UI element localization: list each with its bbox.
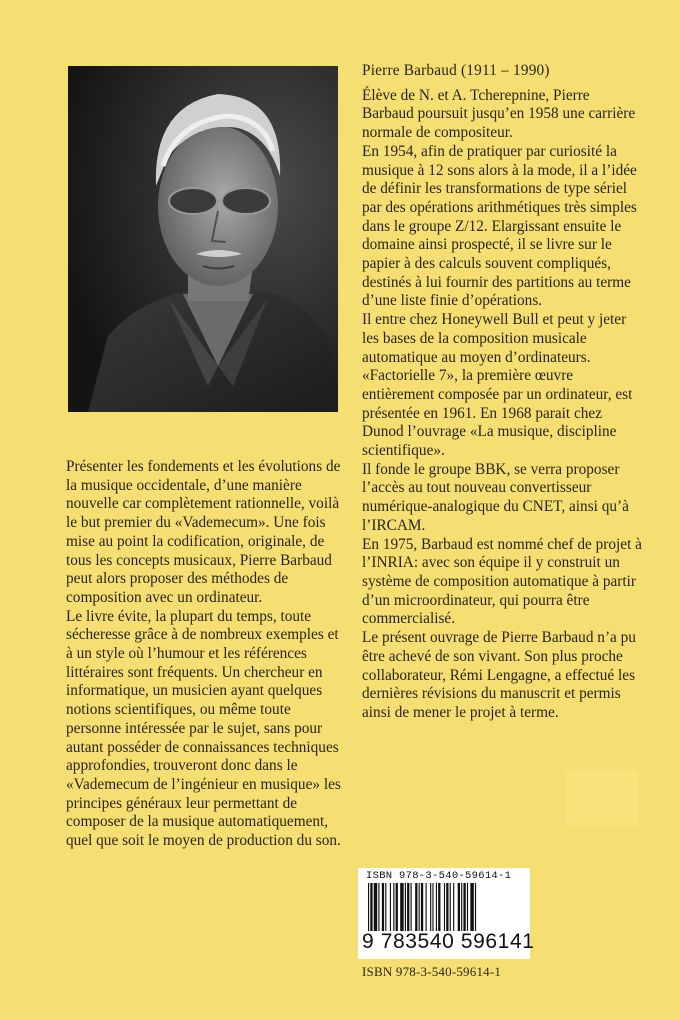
barcode-bar — [475, 883, 476, 931]
barcode-bars — [366, 883, 522, 931]
bio-paragraph: En 1954, afin de pratiquer par curiosité la musique à 12 sons alors à la mode, il a l’idée de définir les transformations de type sériel par des opérations arithmétiques très simples dans le groupe Z/12. Elargissant ensuite le domaine ainsi prospecté, il se livre sur le papier à des calculs souvent compliqués, destinés à lui fournir des partitions au terme d’une liste finie d’opérations. — [362, 142, 637, 310]
barcode-bar — [405, 883, 406, 931]
barcode-bar — [436, 883, 437, 931]
barcode-bar — [400, 883, 403, 931]
barcode-bar — [419, 883, 420, 931]
bio-paragraph: Élève de N. et A. Tcherepnine, Pierre Barbaud poursuit jusqu’en 1958 une carrière normale de compositeur. — [362, 86, 636, 142]
barcode-bar — [438, 883, 440, 931]
barcode-bar — [432, 883, 433, 931]
description-paragraph: Présenter les fondements et les évolutions de la musique occidentale, d’une manière nouvelle car complètement rationnelle, voilà le but premier du «Vademecum». Une fois mise au point la codification, originale, de tous les concepts musicaux, Pierre Barbaud peut alors proposer des méthodes de composition avec un ordinateur. — [66, 458, 341, 606]
barcode-bar — [368, 883, 369, 931]
barcode-bar — [458, 883, 460, 931]
bio-paragraph: Le présent ouvrage de Pierre Barbaud n’a pu être achevé de son vivant. Son plus proche collaborateur, Rémi Lengagne, a effectué les dernières révisions du manuscrit et permis ainsi de mener le projet à terme. — [362, 629, 636, 721]
bio-paragraph: En 1975, Barbaud est nommé chef de projet à l’INRIA: avec son équipe il y construit un système de composition automatique à partir d’un microordinateur, qui pourra être commercialisé. — [362, 535, 642, 628]
barcode-bar — [470, 883, 473, 931]
barcode-bar — [463, 883, 465, 931]
barcode-digits: 9 783540 596141 — [362, 930, 535, 953]
bio-paragraph: Il fonde le groupe BBK, se verra proposer l’accès au tout nouveau convertisseur numérique-analogique du CNET, ainsi qu’à l’IRCAM. — [362, 460, 629, 534]
barcode-bar — [396, 883, 398, 931]
barcode-bar — [393, 883, 394, 931]
author-heading: Pierre Barbaud (1911 – 1990) — [362, 62, 550, 79]
barcode-bar — [450, 883, 451, 931]
barcode-bar — [461, 883, 462, 931]
barcode-bar — [382, 883, 384, 931]
isbn-caption: ISBN 978-3-540-59614-1 — [362, 964, 502, 979]
barcode-bar — [467, 883, 468, 931]
barcode-bar — [374, 883, 377, 931]
author-portrait-photo — [68, 66, 338, 412]
barcode-bar — [370, 883, 372, 931]
isbn-barcode — [358, 868, 535, 959]
barcode-bar — [430, 883, 431, 931]
barcode-bar — [415, 883, 417, 931]
faint-label-patch — [566, 770, 638, 826]
barcode-bar — [407, 883, 409, 931]
description-paragraph: Le livre évite, la plupart du temps, toute sécheresse grâce à de nombreux exemples et à un style où l’humour et les références littéraires sont fréquents. Un chercheur en informatique, un musicien ayant quelques notions scientifiques, ou même toute personne intéressée par le sujet, sans pour autant posséder de connaissances techniques approfondies, trouveront donc dans le «Vademecum de l’ingénieur en musique» les principes généraux leur permettant de composer de la musique automatiquement, quel que soit le moyen de production du son. — [66, 607, 341, 850]
author-bio — [362, 62, 642, 723]
barcode-bar — [453, 883, 454, 931]
barcode-isbn-text: ISBN 978-3-540-59614-1 — [366, 870, 512, 882]
barcode-bar — [385, 883, 386, 931]
barcode-bar — [411, 883, 412, 931]
barcode-bar — [444, 883, 445, 931]
barcode-bar — [390, 883, 391, 931]
barcode-bar — [378, 883, 379, 931]
bio-paragraph: Il entre chez Honeywell Bull et peut y jeter les bases de la composition musicale automatique au moyen d’ordinateurs. «Factorielle 7», la première œuvre entièrement composée par un ordinateur, est présentée en 1961. En 1968 parait chez Dunod l’ouvrage «La musique, discipline scientifique». — [362, 311, 633, 460]
barcode-bar — [446, 883, 448, 931]
barcode-bar — [421, 883, 423, 931]
book-description — [66, 458, 342, 851]
barcode-bar — [426, 883, 427, 931]
